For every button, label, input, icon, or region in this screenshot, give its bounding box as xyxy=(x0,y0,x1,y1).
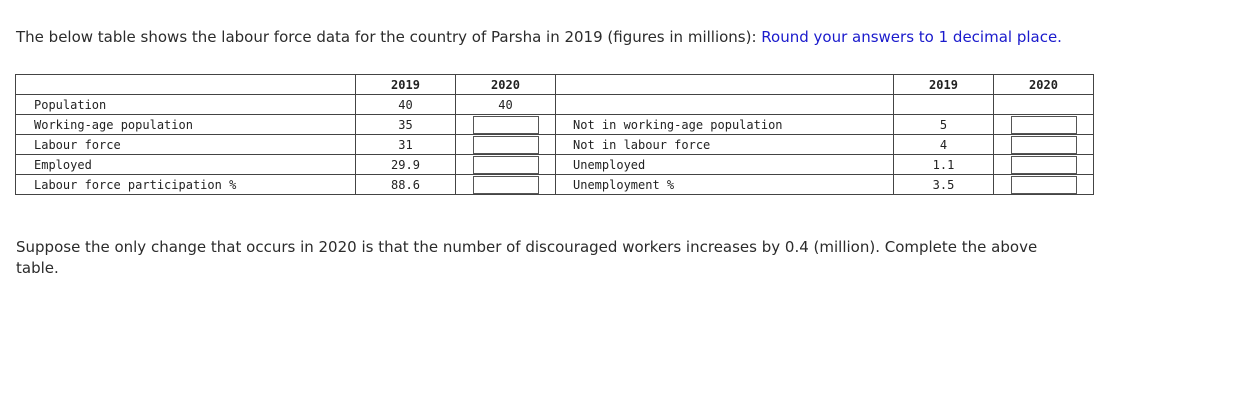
intro-text: The below table shows the labour force data for the country of Parsha in 2019 (figures in millions): xyxy=(16,28,762,46)
unemployment-rate-2020-input[interactable] xyxy=(1011,176,1077,194)
working-age-2020-cell xyxy=(456,115,556,135)
question-intro xyxy=(16,27,1076,48)
row-label-participation: Labour force participation % xyxy=(16,175,356,195)
unemployed-2020-cell xyxy=(994,155,1094,175)
working-age-2020-input[interactable] xyxy=(473,116,539,134)
table-row xyxy=(16,95,1094,115)
participation-2020-cell xyxy=(456,175,556,195)
header-blank-right xyxy=(556,75,894,95)
row-label-unemployment-rate: Unemployment % xyxy=(556,175,894,195)
unemployed-2020-input[interactable] xyxy=(1011,156,1077,174)
row-label-blank xyxy=(556,95,894,115)
unemployment-rate-2020-cell xyxy=(994,175,1094,195)
row-label-employed: Employed xyxy=(16,155,356,175)
not-working-age-2019: 5 xyxy=(894,115,994,135)
unemployed-2019: 1.1 xyxy=(894,155,994,175)
not-in-labour-force-2020-cell xyxy=(994,135,1094,155)
header-2019-right: 2019 xyxy=(894,75,994,95)
labour-force-2020-input[interactable] xyxy=(473,136,539,154)
labour-force-2019: 31 xyxy=(356,135,456,155)
not-working-age-2020-input[interactable] xyxy=(1011,116,1077,134)
population-2019: 40 xyxy=(356,95,456,115)
not-working-age-2020-cell xyxy=(994,115,1094,135)
header-2019-left: 2019 xyxy=(356,75,456,95)
header-2020-right: 2020 xyxy=(994,75,1094,95)
table-row xyxy=(16,135,1094,155)
labour-force-2020-cell xyxy=(456,135,556,155)
employed-2019: 29.9 xyxy=(356,155,456,175)
rounding-instruction: Round your answers to 1 decimal place. xyxy=(761,28,1062,46)
header-blank-left xyxy=(16,75,356,95)
working-age-2019: 35 xyxy=(356,115,456,135)
participation-2020-input[interactable] xyxy=(473,176,539,194)
not-in-labour-force-2019: 4 xyxy=(894,135,994,155)
labour-force-table xyxy=(15,74,1094,195)
header-2020-left: 2020 xyxy=(456,75,556,95)
table-row xyxy=(16,175,1094,195)
employed-2020-input[interactable] xyxy=(473,156,539,174)
not-in-labour-force-2020-input[interactable] xyxy=(1011,136,1077,154)
employed-2020-cell xyxy=(456,155,556,175)
row-label-unemployed: Unemployed xyxy=(556,155,894,175)
blank-2020 xyxy=(994,95,1094,115)
row-label-population: Population xyxy=(16,95,356,115)
blank-2019 xyxy=(894,95,994,115)
participation-2019: 88.6 xyxy=(356,175,456,195)
table-row xyxy=(16,115,1094,135)
question-outro: Suppose the only change that occurs in 2020 is that the number of discouraged workers increases by 0.4 (million). Complete the above table. xyxy=(16,238,1038,277)
row-label-not-in-labour-force: Not in labour force xyxy=(556,135,894,155)
table-row xyxy=(16,155,1094,175)
row-label-not-working-age: Not in working-age population xyxy=(556,115,894,135)
table-header-row xyxy=(16,75,1094,95)
unemployment-rate-2019: 3.5 xyxy=(894,175,994,195)
row-label-working-age: Working-age population xyxy=(16,115,356,135)
population-2020: 40 xyxy=(456,95,556,115)
row-label-labour-force: Labour force xyxy=(16,135,356,155)
